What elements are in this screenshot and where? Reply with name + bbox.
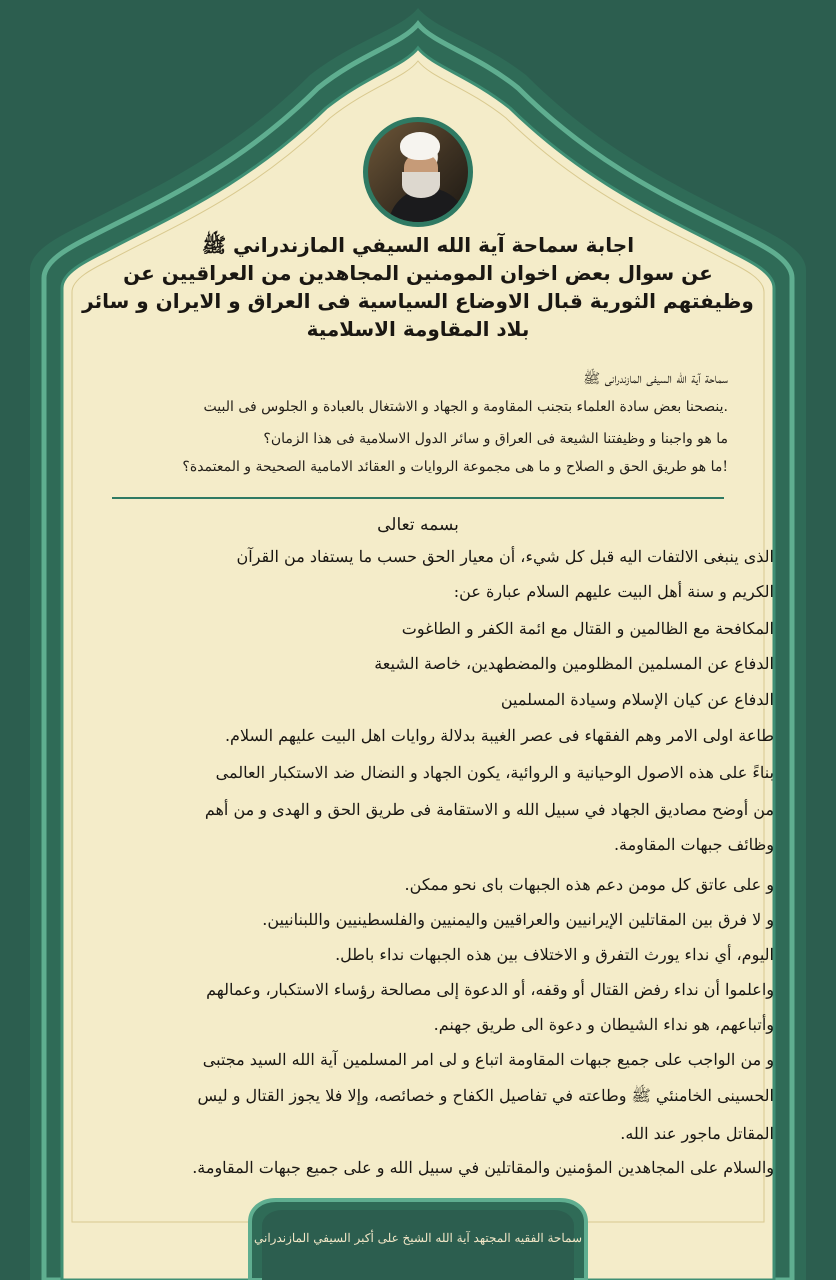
title-line: بلاد المقاومة الاسلامية: [306, 317, 530, 341]
answer-line: وظائف جبهات المقاومة.: [613, 835, 774, 854]
answer-heading: بسمه تعالى: [377, 515, 459, 535]
question-line: ما هو واجبنا و وظيفتنا الشيعة فى العراق و سائر الدول الاسلامية فى هذا الزمان؟: [263, 431, 728, 447]
answer-line: الكريم و سنة أهل البيت عليهم السلام عبارة عن:: [453, 582, 774, 601]
title-line: اجابة سماحة آية الله السيفي المازندراني ﷺ: [201, 233, 635, 257]
answer-line: المكافحة مع الظالمين و القتال مع ائمة الكفر و الطاغوت: [401, 619, 774, 638]
answer-line: الحسينى الخامنئي ﷺ وطاعته في تفاصيل الكفاح و خصائصه، وإلا فلا يجوز القتال و ليس: [197, 1086, 774, 1105]
answer-line: واعلموا أن نداء رفض القتال أو وقفه، أو الدعوة إلى مصالحة رؤساء الاستكبار، وعمالهم: [206, 980, 774, 999]
answer-line: وأتباعهم، هو نداء الشيطان و دعوة الى طريق جهنم.: [433, 1015, 774, 1034]
answer-line: بناءً على هذه الاصول الوحيانية و الروائية، يكون الجهاد و النضال ضد الاستكبار العالمى: [215, 763, 774, 782]
title-line: عن سوال بعض اخوان المومنين المجاهدين من العراقيين عن: [123, 261, 713, 285]
portrait-turban: [400, 132, 440, 160]
answer-line: و على عاتق كل مومن دعم هذه الجبهات باى نحو ممكن.: [404, 875, 774, 894]
answer-line: المقاتل ماجور عند الله.: [620, 1124, 774, 1143]
answer-line: و من الواجب على جميع جبهات المقاومة اتباع و لى امر المسلمين آية الله السيد مجتبى: [202, 1050, 774, 1069]
portrait-avatar: [363, 117, 473, 227]
answer-line: من أوضح مصاديق الجهاد في سبيل الله و الاستقامة فى طريق الحق و الهدى و من أهم: [204, 800, 774, 819]
answer-line: الذى ينبغى الالتفات اليه قبل كل شيء، أن معيار الحق حسب ما يستفاد من القرآن: [236, 547, 774, 566]
question-line: ينصحنا بعض سادة العلماء بتجنب المقاومة و الجهاد و الاشتغال بالعبادة و الجلوس فى البيت.: [203, 399, 728, 415]
section-divider: [112, 497, 724, 499]
footer-signature: سماحة الفقيه المجتهد آية الله الشيخ على أكبر السيفي المازندراني: [253, 1231, 582, 1245]
portrait-beard: [402, 172, 440, 198]
answer-line: طاعة اولى الامر وهم الفقهاء فى عصر الغيبة بدلالة روايات اهل البيت عليهم السلام.: [224, 726, 774, 745]
answer-line: الدفاع عن كيان الإسلام وسيادة المسلمين: [500, 690, 774, 709]
answer-line: اليوم، أي نداء يورث التفرق و الاختلاف بين هذه الجبهات نداء باطل.: [335, 945, 774, 964]
title-line: وظيفتهم الثورية قبال الاوضاع السياسية فى العراق و الايران و سائر: [82, 289, 754, 313]
question-line: سماحة آية الله السيفى المازندرانى ﷺ: [583, 371, 728, 387]
question-line: ما هو طريق الحق و الصلاح و ما هى مجموعة الروايات و العقائد الامامية الصحيحة و المعتمدة؟!: [182, 459, 728, 475]
answer-line: والسلام على المجاهدين المؤمنين والمقاتلين في سبيل الله و على جميع جبهات المقاومة.: [192, 1158, 774, 1177]
answer-line: الدفاع عن المسلمين المظلومين والمضطهدين، خاصة الشيعة: [374, 654, 774, 673]
answer-line: و لا فرق بين المقاتلين الإيرانيين والعراقيين واليمنيين والفلسطينيين واللبنانيين.: [262, 910, 774, 929]
